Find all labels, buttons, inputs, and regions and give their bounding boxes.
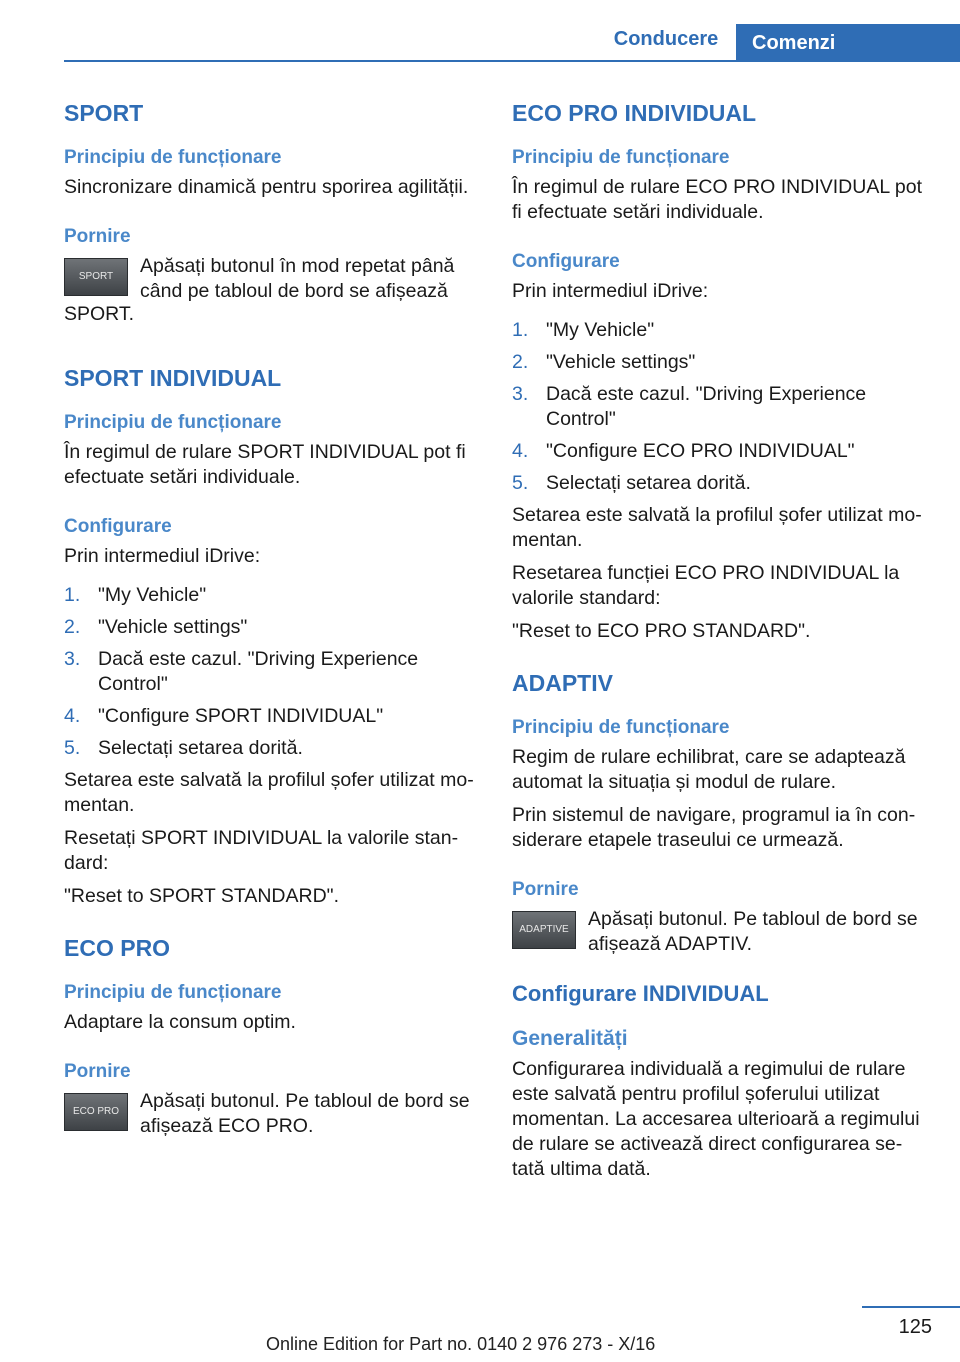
list-item: 5. Selectați setarea dorită. bbox=[64, 737, 303, 759]
list-item: 3. Dacă este cazul. "Driving Experience Control" bbox=[64, 648, 419, 695]
list-item: 1. "My Vehicle" bbox=[64, 584, 207, 606]
list-item: 1. "My Vehicle" bbox=[512, 319, 655, 341]
subheading: Configurare bbox=[512, 251, 620, 272]
page-number: 125 bbox=[898, 1316, 932, 1338]
right-column bbox=[512, 100, 932, 1190]
subheading: Pornire bbox=[512, 879, 579, 900]
subheading: Pornire bbox=[64, 1061, 131, 1082]
paragraph: În regimul de rulare SPORT INDIVIDUAL pot fi efectuate setări individuale. bbox=[64, 441, 466, 488]
paragraph: Prin intermediul iDrive: bbox=[64, 545, 261, 567]
steps-list bbox=[64, 583, 480, 761]
edition-info: Online Edition for Part no. 0140 2 976 273 - X/16 bbox=[266, 1334, 656, 1354]
steps-list bbox=[512, 318, 932, 496]
section-title-adaptiv: ADAPTIV bbox=[512, 670, 613, 696]
subheading: Pornire bbox=[64, 226, 131, 247]
footer-rule bbox=[862, 1306, 960, 1308]
subheading: Principiu de funcționare bbox=[64, 982, 282, 1003]
paragraph: Prin intermediul iDrive: bbox=[512, 280, 709, 302]
adaptive-button-image: ADAPTIVE bbox=[512, 911, 576, 949]
paragraph: Resetați SPORT INDIVIDUAL la valorile stan‐dard: bbox=[64, 827, 459, 874]
subheading: Configurare bbox=[64, 516, 172, 537]
paragraph: În regimul de rulare ECO PRO INDIVIDUAL pot fi efectuate setări individuale. bbox=[512, 176, 923, 223]
button-instruction bbox=[512, 907, 932, 957]
list-item: 5. Selectați setarea dorită. bbox=[512, 472, 751, 494]
section-title-eco-pro-individual: ECO PRO INDIVIDUAL bbox=[512, 100, 757, 126]
list-item: 3. Dacă este cazul. "Driving Experience Control" bbox=[512, 383, 867, 430]
paragraph: "Reset to SPORT STANDARD". bbox=[64, 885, 339, 907]
list-item: 4. "Configure ECO PRO INDIVIDUAL" bbox=[512, 440, 855, 462]
list-item: 2. "Vehicle settings" bbox=[64, 616, 248, 638]
tab-comenzi[interactable]: Comenzi bbox=[736, 24, 960, 62]
paragraph: "Reset to ECO PRO STANDARD". bbox=[512, 620, 811, 642]
sport-button-image: SPORT bbox=[64, 258, 128, 296]
button-instruction bbox=[64, 1089, 480, 1139]
paragraph: Regim de rulare echilibrat, care se adaptează automat la situația și modul de rulare. bbox=[512, 746, 906, 793]
paragraph: SPORT. bbox=[64, 303, 135, 325]
subheading: Principiu de funcționare bbox=[512, 147, 730, 168]
section-title-sport-individual: SPORT INDIVIDUAL bbox=[64, 365, 282, 391]
paragraph: Adaptare la consum optim. bbox=[64, 1011, 296, 1033]
paragraph: Sincronizare dinamică pentru sporirea agilității. bbox=[64, 176, 469, 198]
paragraph: Apăsați butonul. Pe tabloul de bord se afișează ADAPTIV. bbox=[588, 908, 918, 955]
left-column bbox=[64, 100, 480, 1145]
tab-conducere[interactable]: Conducere bbox=[613, 28, 719, 50]
paragraph: Resetarea funcției ECO PRO INDIVIDUAL la valorile standard: bbox=[512, 562, 900, 609]
section-title-sport: SPORT bbox=[64, 100, 144, 126]
list-item: 4. "Configure SPORT INDIVIDUAL" bbox=[64, 705, 384, 727]
button-instruction bbox=[64, 254, 480, 304]
subheading: Generalități bbox=[512, 1027, 628, 1050]
section-title-configurare-individual: Configurare INDIVIDUAL bbox=[512, 981, 769, 1006]
list-item: 2. "Vehicle settings" bbox=[512, 351, 696, 373]
paragraph: Setarea este salvată la profilul șofer utilizat mo‐mentan. bbox=[512, 504, 922, 551]
section-title-eco-pro: ECO PRO bbox=[64, 935, 171, 961]
paragraph: Configurarea individuală a regimului de rulare este salvată pentru profilul șoferului utilizat momentan. La accesarea ulterioară a regimului de rulare se activează direct configurarea se‐tată ultima dată. bbox=[512, 1058, 920, 1180]
subheading: Principiu de funcționare bbox=[64, 412, 282, 433]
paragraph: Apăsați butonul în mod repetat până când pe tabloul de bord se afișează bbox=[140, 255, 455, 302]
subheading: Principiu de funcționare bbox=[64, 147, 282, 168]
eco-pro-button-image: ECO PRO bbox=[64, 1093, 128, 1131]
paragraph: Prin sistemul de navigare, programul ia în con‐siderare etapele traseului ce urmează. bbox=[512, 804, 916, 851]
paragraph: Apăsați butonul. Pe tabloul de bord se afișează ECO PRO. bbox=[140, 1090, 470, 1137]
paragraph: Setarea este salvată la profilul șofer utilizat mo‐mentan. bbox=[64, 769, 474, 816]
subheading: Principiu de funcționare bbox=[512, 717, 730, 738]
